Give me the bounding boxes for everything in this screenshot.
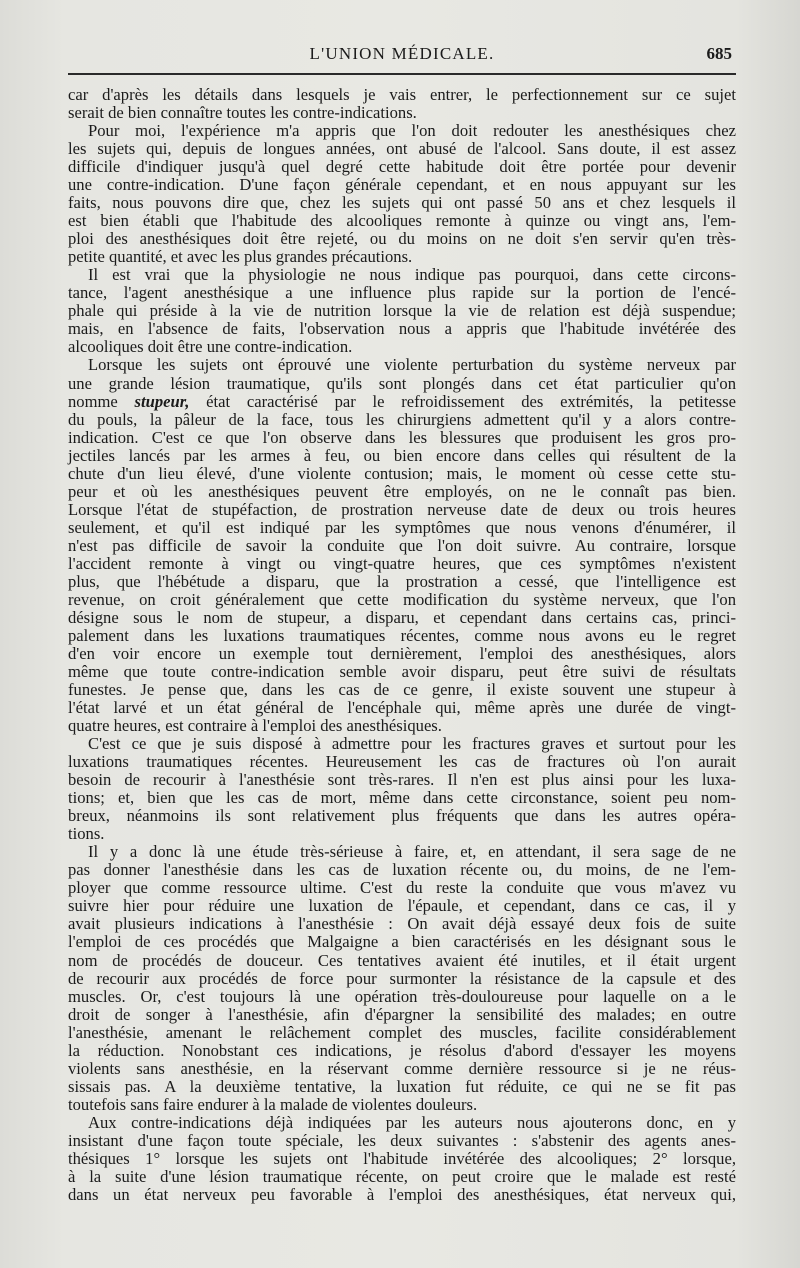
text-line: quatre heures, est contraire à l'emploi des anesthésiques. [68,716,442,736]
text-line: luxations traumatiques récentes. Heureusement les cas de fractures où l'on aurait [68,752,736,772]
text-line: insistant d'une façon toute spéciale, les deux suivantes : s'abstenir des agents anes- [68,1130,736,1150]
text-line: sissais pas. A la deuxième tentative, la luxation fut réduite, ce qui ne se fit pas [68,1076,736,1096]
text-line: palement dans les luxations traumatiques récentes, comme nous avons eu le regret [68,625,736,645]
running-title: L'UNION MÉDICALE. [309,44,495,63]
text-line: alcooliques doit être une contre-indication. [68,337,353,357]
text-line: Pour moi, l'expérience m'a appris que l'on doit redouter les anesthésiques chez [88,121,736,141]
text-line: de recourir aux procédés de force pour surmonter la résistance de la capsule et des [68,968,736,988]
text-line: breux, néanmoins ils sont relativement plus fréquents que dans les autres opéra- [68,806,736,826]
text-line: l'anesthésie, amenant le relâchement complet des muscles, facilite considérablement [68,1022,736,1042]
text-line: droit de songer à l'anesthésie, afin d'épargner la sensibilité des malades; en outre [68,1004,736,1024]
text-line: Aux contre-indications déjà indiquées par les auteurs nous ajouterons donc, en y [88,1112,736,1132]
text-line: peur et où les anesthésiques peuvent être employés, on ne le connaît pas bien. [68,481,736,501]
header-rule [68,73,736,75]
body-text [68,86,736,1246]
text-line: phale qui préside à la vie de nutrition lorsque la vie de relation est déjà suspendue; [68,301,736,321]
text-segment: état caractérisé par le refroidissement des extrémités, la petitesse [189,391,736,411]
text-line: d'en voir encore un exemple tout dernièrement, l'emploi des anesthésiques, alors [68,643,736,663]
text-line: nom de procédés de douceur. Ces tentatives avaient été inutiles, et il était urgent [68,950,736,970]
text-line: indication. C'est ce que l'on observe dans les blessures que produisent les gros pro- [68,427,736,447]
text-line: seulement, et qu'il est indiqué par les symptômes que nous venons d'énumérer, il [68,517,736,537]
text-line: funestes. Je pense que, dans les cas de ce genre, il existe souvent une stupeur à [68,680,736,700]
text-line: jectiles lancés par les armes à feu, ou bien encore dans celles qui résultent de la [68,445,736,465]
text-line: tions; et, bien que les cas de mort, même dans cette circonstance, soient peu nom- [68,788,736,808]
text-line: toutefois sans faire endurer à la malade de violentes douleurs. [68,1094,478,1114]
text-line: violents sans anesthésie, en la réservant comme dernière ressource si je ne réus- [68,1058,736,1078]
text-line: Il est vrai que la physiologie ne nous indique pas pourquoi, dans cette circons- [88,265,736,285]
text-line: plus, que l'hébétude a disparu, que la prostration a cessé, que l'intelligence est [68,571,736,591]
text-line: les sujets qui, depuis de longues années, ont abusé de l'alcool. Sans doute, il est assez [68,139,736,159]
text-line: car d'après les détails dans lesquels je vais entrer, le perfectionnement sur ce sujet [68,85,736,104]
text-line: difficile d'indiquer jusqu'à quel degré cette habitude doit être portée pour devenir [68,157,736,177]
text-line: dans un état nerveux peu favorable à l'emploi des anesthésiques, état nerveux qui, [68,1184,736,1204]
text-line [68,393,736,411]
text-line: l'emploi de ces procédés que Malgaigne a bien caractérisés en les désignant sous le [68,932,736,952]
text-line: avait plusieurs indications à l'anesthésie : On avait déjà essayé deux fois de suite [68,914,736,934]
text-line: serait de bien connaître toutes les contre-indications. [68,103,417,123]
emphasized-term: stupeur, [134,391,190,411]
text-line: à la suite d'une lésion traumatique récente, on peut croire que le malade est resté [68,1166,736,1186]
text-line: n'est pas difficile de savoir la conduite que l'on doit suivre. Au contraire, lorsque [68,535,736,555]
page-header [68,44,736,74]
text-line: muscles. Or, c'est toujours là une opération très-douloureuse pour laquelle on a le [68,986,736,1006]
text-line: petite quantité, et avec les plus grandes précautions. [68,247,413,267]
text-line: Il y a donc là une étude très-sérieuse à faire, et, en attendant, il sera sage de ne [88,842,736,862]
text-line: Lorsque les sujets ont éprouvé une violente perturbation du système nerveux par [88,355,736,375]
text-line: pas donner l'anesthésie dans les cas de luxation récente ou, du moins, de ne l'em- [68,860,736,880]
text-line: mais, en l'absence de faits, l'observation nous a appris que l'habitude invétérée des [68,319,736,339]
text-line: suivre hier pour réduire une luxation de l'épaule, et cependant, dans ce cas, il y [68,896,736,916]
text-line: est bien établi que l'habitude des alcooliques remonte à quinze ou vingt ans, l'em- [68,211,736,231]
text-line: du pouls, la pâleur de la face, tous les chirurgiens admettent qu'il y a alors contre- [68,409,736,429]
text-segment: nomme [68,391,135,411]
text-line: une contre-indication. D'une façon générale cependant, et en nous appuyant sur les [68,175,736,195]
text-line: une grande lésion traumatique, qu'ils sont plongés dans cet état particulier qu'on [68,373,736,393]
text-line: la réduction. Nonobstant ces indications, je résolus d'abord d'essayer les moyens [68,1040,736,1060]
text-line: revenue, on croit généralement que cette modification du système nerveux, que l'on [68,589,736,609]
text-line: thésiques 1° lorsque les sujets ont l'habitude invétérée des alcooliques; 2° lorsque, [68,1148,736,1168]
text-line: chute d'un lieu élevé, d'une violente contusion; mais, le moment où cesse cette stu- [68,463,736,483]
text-line: faits, nous pouvons dire que, chez les sujets qui ont passé 50 ans et chez lesquels il [68,193,736,213]
text-line: tance, l'agent anesthésique a une influence plus rapide sur la portion de l'encé- [68,283,736,303]
text-line: tions. [68,824,105,844]
text-line: même que toute contre-indication semble avoir disparu, peut être suivi de résultats [68,662,736,681]
text-line: désigne sous le nom de stupeur, a disparu, et cependant dans certains cas, princi- [68,607,736,627]
page-number: 685 [706,44,732,63]
text-line: l'état larvé et un état général de l'encéphale qui, même après une durée de vingt- [68,698,736,718]
text-line: l'accident remonte à vingt ou vingt-quatre heures, que ces symptômes n'existent [68,553,736,573]
text-line: Lorsque l'état de stupéfaction, de prostration nerveuse date de deux ou trois heures [68,499,736,519]
text-line: C'est ce que je suis disposé à admettre pour les fractures graves et surtout pour les [88,734,736,754]
text-line: ployer que comme ressource ultime. C'est du reste la conduite que vous m'avez vu [68,878,736,898]
text-line: besoin de recourir à l'anesthésie sont très-rares. Il n'en est plus ainsi pour les luxa- [68,770,736,790]
text-line: ploi des anesthésiques doit être rejeté, ou du moins on ne doit s'en servir qu'en très- [68,229,736,249]
